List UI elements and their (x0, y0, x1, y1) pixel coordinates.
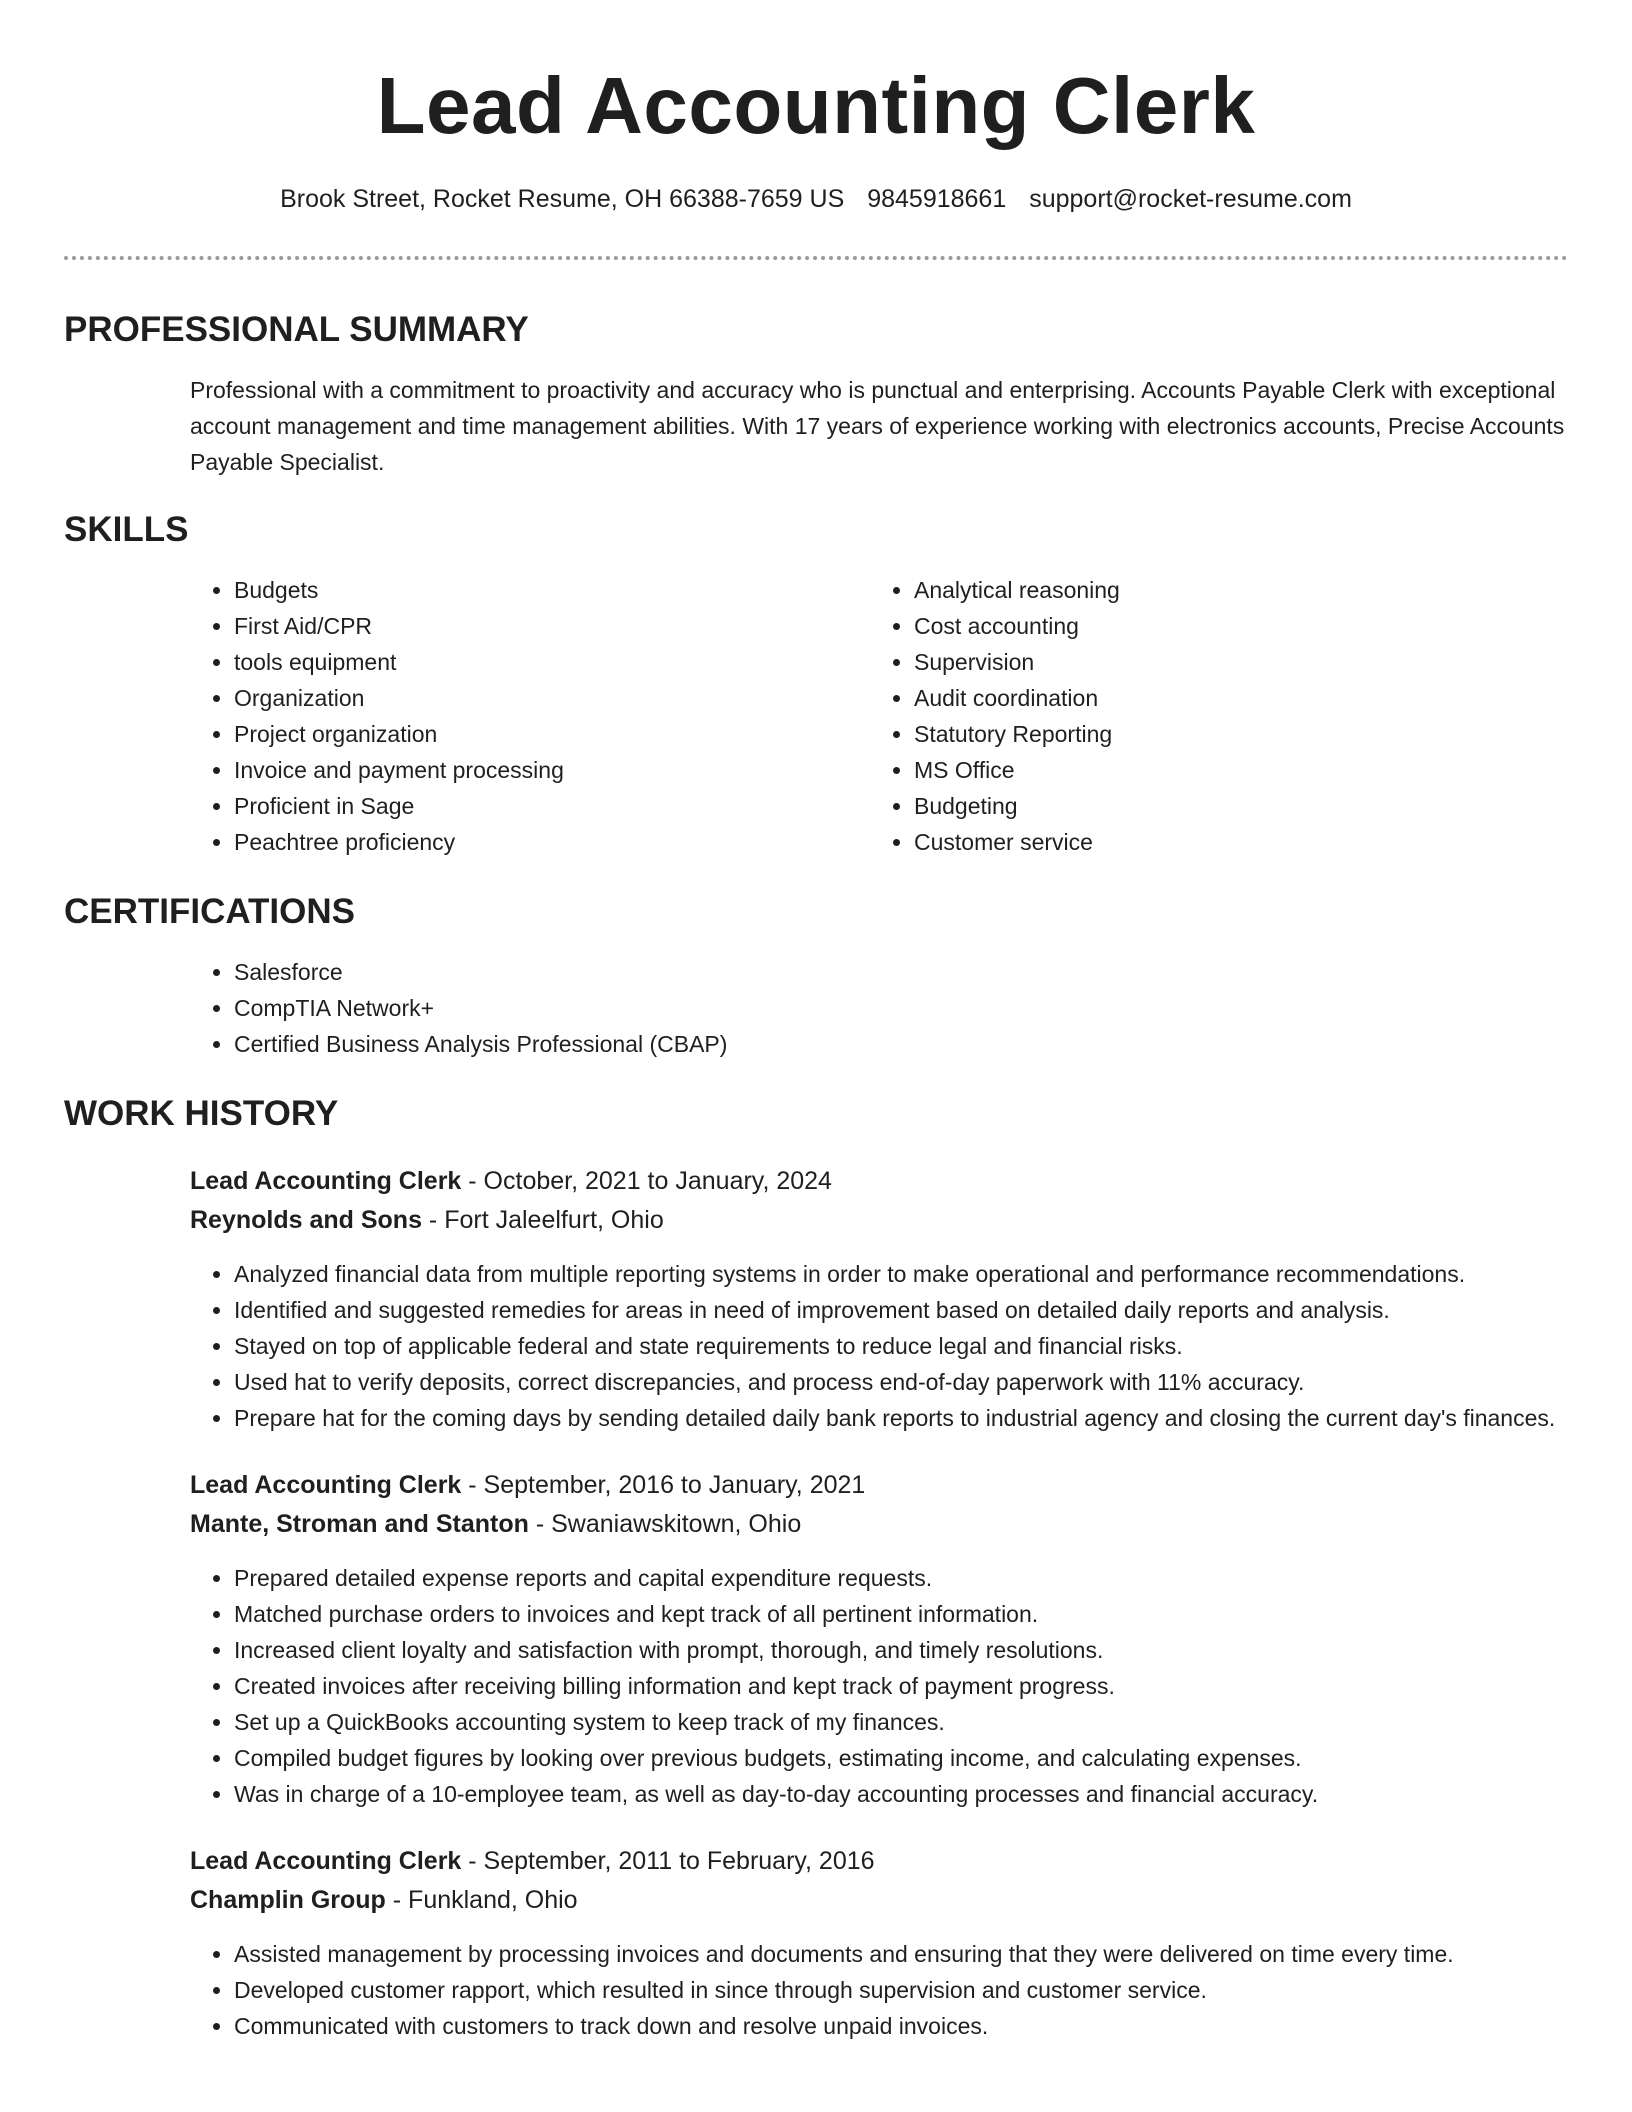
skills-title: SKILLS (64, 510, 189, 549)
job-bullet: • Assisted management by processing invoices and documents and ensuring that they were delivered on time every time. (234, 1936, 1568, 1972)
skills-column-left (190, 572, 870, 860)
job-entry (190, 1466, 1568, 1812)
job-bullet: • Increased client loyalty and satisfaction with prompt, thorough, and timely resolutions. (234, 1632, 1568, 1668)
skill-item: • tools equipment (234, 644, 870, 680)
job-bullet: • Prepared detailed expense reports and capital expenditure requests. (234, 1560, 1568, 1596)
job-role-line (190, 1162, 1568, 1201)
job-bullets (190, 1936, 1568, 2044)
skills-list-right (870, 572, 1550, 860)
work-history-section (64, 1092, 1568, 2044)
skill-item: • Invoice and payment processing (234, 752, 870, 788)
job-company-line (190, 1881, 1568, 1920)
job-bullet: • Analyzed financial data from multiple reporting systems in order to make operational and performance recommendations. (234, 1256, 1568, 1292)
skill-item: • Statutory Reporting (914, 716, 1550, 752)
job-bullet: • Prepare hat for the coming days by sending detailed daily bank reports to industrial agency and closing the current day's finances. (234, 1400, 1568, 1436)
job-role: Lead Accounting Clerk (190, 1847, 462, 1875)
certifications-list-wrap (190, 954, 1568, 1062)
job-company: Reynolds and Sons (190, 1206, 422, 1234)
skills-section (64, 508, 1568, 860)
job-company: Champlin Group (190, 1886, 386, 1914)
summary-section (64, 308, 1568, 480)
skill-item: • Supervision (914, 644, 1550, 680)
skills-column-right (870, 572, 1550, 860)
job-bullet-list (190, 1560, 1568, 1812)
job-bullet: • Matched purchase orders to invoices and kept track of all pertinent information. (234, 1596, 1568, 1632)
skill-item: • Peachtree proficiency (234, 824, 870, 860)
job-bullets (190, 1560, 1568, 1812)
job-role-line (190, 1466, 1568, 1505)
contact-address: Brook Street, Rocket Resume, OH 66388-7659 US (280, 185, 845, 213)
job-bullet: • Developed customer rapport, which resulted in since through supervision and customer service. (234, 1972, 1568, 2008)
skill-item: • Analytical reasoning (914, 572, 1550, 608)
job-location: - Fort Jaleelfurt, Ohio (421, 1206, 664, 1234)
certification-item: • Certified Business Analysis Professional (CBAP) (234, 1026, 1568, 1062)
header-divider (64, 256, 1568, 260)
work-history-title: WORK HISTORY (64, 1094, 339, 1133)
job-bullet: • Communicated with customers to track down and resolve unpaid invoices. (234, 2008, 1568, 2044)
skill-item: • Customer service (914, 824, 1550, 860)
skill-item: • Budgeting (914, 788, 1550, 824)
job-dates: - September, 2016 to January, 2021 (461, 1471, 866, 1499)
summary-text: Professional with a commitment to proactivity and accuracy who is punctual and enterprising. Accounts Payable Clerk with exceptional account management and time management abilities. With 17 years of experience working with electronics accounts, Precise Accounts Payable Specialist. (190, 377, 1565, 475)
job-location: - Funkland, Ohio (385, 1886, 578, 1914)
job-bullet-list (190, 1936, 1568, 2044)
skills-list-left (190, 572, 870, 860)
job-bullets (190, 1256, 1568, 1436)
contact-email: support@rocket-resume.com (1029, 185, 1352, 213)
job-bullet: • Used hat to verify deposits, correct discrepancies, and process end-of-day paperwork with 11% accuracy. (234, 1364, 1568, 1400)
skill-item: • Organization (234, 680, 870, 716)
job-role: Lead Accounting Clerk (190, 1471, 462, 1499)
certification-item: • CompTIA Network+ (234, 990, 1568, 1026)
summary-title: PROFESSIONAL SUMMARY (64, 310, 529, 349)
skills-grid (190, 572, 1568, 860)
job-bullet: • Was in charge of a 10-employee team, as well as day-to-day accounting processes and financial accuracy. (234, 1776, 1568, 1812)
job-company-line (190, 1505, 1568, 1544)
job-role-line (190, 1842, 1568, 1881)
skill-item: • MS Office (914, 752, 1550, 788)
job-bullet: • Created invoices after receiving billing information and kept track of payment progress. (234, 1668, 1568, 1704)
resume-name: Lead Accounting Clerk (376, 61, 1256, 150)
skill-item: • Budgets (234, 572, 870, 608)
certifications-list (190, 954, 1568, 1062)
job-company: Mante, Stroman and Stanton (190, 1510, 529, 1538)
certification-item: • Salesforce (234, 954, 1568, 990)
skill-item: • Proficient in Sage (234, 788, 870, 824)
skill-item: • Cost accounting (914, 608, 1550, 644)
skill-item: • First Aid/CPR (234, 608, 870, 644)
job-bullet: • Compiled budget figures by looking over previous budgets, estimating income, and calculating expenses. (234, 1740, 1568, 1776)
job-company-line (190, 1201, 1568, 1240)
contact-line (64, 182, 1568, 216)
skill-item: • Project organization (234, 716, 870, 752)
skill-item: • Audit coordination (914, 680, 1550, 716)
job-bullet: • Identified and suggested remedies for areas in need of improvement based on detailed daily reports and analysis. (234, 1292, 1568, 1328)
certifications-section (64, 890, 1568, 1062)
job-bullet-list (190, 1256, 1568, 1436)
job-entry (190, 1162, 1568, 1436)
certifications-title: CERTIFICATIONS (64, 892, 356, 931)
job-bullet: • Stayed on top of applicable federal and state requirements to reduce legal and financial risks. (234, 1328, 1568, 1364)
job-bullet: • Set up a QuickBooks accounting system to keep track of my finances. (234, 1704, 1568, 1740)
contact-phone: 9845918661 (867, 185, 1007, 213)
job-role: Lead Accounting Clerk (190, 1167, 462, 1195)
job-dates: - September, 2011 to February, 2016 (461, 1847, 875, 1875)
job-entry (190, 1842, 1568, 2044)
job-dates: - October, 2021 to January, 2024 (461, 1167, 832, 1195)
job-location: - Swaniawskitown, Ohio (528, 1510, 802, 1538)
